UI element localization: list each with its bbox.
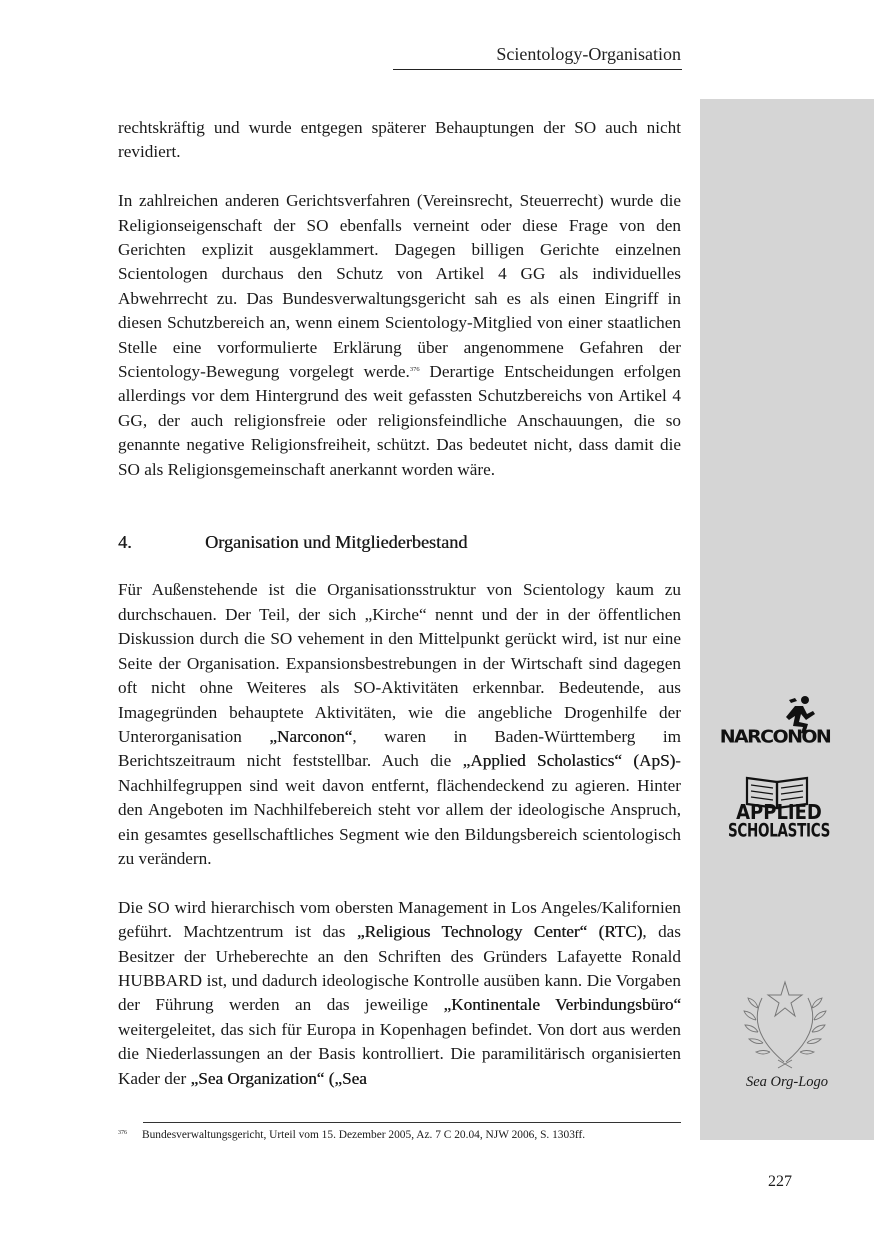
paragraph-1: rechtskräftig und wurde entgegen späterer Behauptungen der SO auch nicht revidiert. — [118, 118, 681, 162]
paragraph-4-part-a: Die SO wird hierarchisch vom obersten Management in Los Angeles/Kalifornien geführt. Machtzentrum ist das — [118, 897, 681, 942]
paragraph-2 — [118, 189, 681, 482]
paragraph-4-part-b: , das Besitzer der Urheberechte an den Schriften des Gründers Lafayette Ronald HUBBARD ist, und dadurch ideologische Kontrolle ausüben kann. Die Vorgaben der Führung werden an das jeweilige — [118, 922, 681, 1015]
sea-organization-term: „Sea Organization“ („Sea — [190, 1068, 367, 1088]
sea-org-caption: Sea Org-Logo — [745, 1074, 829, 1090]
scholastics-wordmark: SCHOLASTICS — [728, 820, 830, 842]
paragraph-3-part-a: Für Außenstehende ist die Organisationsstruktur von Scientology kaum zu durchschauen. Der Teil, der sich „Kirche“ nennt und der in der öffentlichen Diskussion durch die SO vehement in den Mittelpunkt gerückt wird, ist nur eine Seite der Organisation. Expansionsbestrebungen in der Wirtschaft sind dagegen oft nicht ohne Weiteres als SO-Aktivitäten erkennbar. Bedeutende, aus Imagegründen behauptete Aktivitäten, wie die angebliche Drogenhilfe der Unterorganisation — [118, 580, 681, 746]
rtc-term: „Religious Technology Center“ (RTC) — [356, 922, 643, 942]
paragraph-3 — [118, 578, 681, 871]
header-rule — [393, 69, 682, 70]
section-number: 4. — [118, 532, 132, 553]
running-header: Scientology-Organisation — [496, 44, 681, 64]
paragraph-4 — [118, 896, 681, 1091]
applied-scholastics-term: „Applied Scholastics“ (ApS) — [462, 751, 676, 771]
paragraph-2-part-b: Derartige Entscheidungen erfolgen allerdings vor dem Hintergrund des weit gefassten Schutzbereichs von Artikel 4 GG, der auch religionsfreie oder religionsfeindliche Anschauungen, die so genannte negative Religionsfreiheit, schützt. Das bedeutet nicht, dass damit die SO als Religionsgemeinschaft anerkannt worden wäre. — [118, 362, 681, 479]
footnote-rule — [143, 1122, 681, 1123]
narconon-logo — [713, 694, 837, 748]
applied-scholastics-logo — [725, 772, 833, 846]
paragraph-3-part-b: , waren in Baden-Württemberg im Berichtszeitraum nicht feststellbar. Auch die — [118, 726, 681, 771]
section-heading — [118, 530, 681, 554]
footnote-mark: 376 — [118, 1130, 127, 1136]
applied-wordmark: APPLIED — [736, 800, 822, 825]
main-text — [118, 116, 681, 1091]
footnote — [118, 1128, 688, 1143]
narconon-wordmark: NARCONON — [719, 726, 831, 748]
paragraph-2-part-a: In zahlreichen anderen Gerichtsverfahren (Vereinsrecht, Steuerrecht) wurde die Religionseigenschaft der SO ebenfalls verneint oder diese Frage von den Gerichten explizit ausgeklammert. Dagegen billigen Gerichte einzelnen Scientologen durchaus den Schutz von Artikel 4 GG als individuelles Abwehrrecht zu. Das Bundesverwaltungsgericht sah es als einen Eingriff in diesen Schutzbereich an, wenn einem Scientology-Mitglied von einer staatlichen Stelle eine vorformulierte Erklärung über angenommene Gefahren der Scientology-Bewegung vorgelegt werde. — [118, 191, 681, 382]
page-number: 227 — [768, 1173, 792, 1190]
footnote-reference: 376 — [409, 366, 420, 374]
sea-org-wreath-star-icon — [732, 968, 838, 1072]
sea-org-logo — [732, 968, 838, 1072]
paragraph-4-part-c: weitergeleitet, das sich für Europa in Kopenhagen befindet. Von dort aus werden die Niederlassungen an der Basis kontrolliert. Die paramilitärisch organisierten Kader der — [118, 1019, 681, 1088]
footnote-text: Bundesverwaltungsgericht, Urteil vom 15. Dezember 2005, Az. 7 C 20.04, NJW 2006, S. 1303ff. — [142, 1129, 586, 1141]
verbindungsbuero-term: „Kontinentale Verbindungsbüro“ — [443, 995, 681, 1015]
section-title: Organisation und Mitgliederbestand — [205, 532, 468, 553]
paragraph-3-part-c: -Nachhilfegruppen sind weit davon entfernt, flächendeckend zu agieren. Hinter den Angeboten im Nachhilfebereich steht vor allem der ideologische Anspruch, ein gesamtes gesellschaftliches Segment wie den Bildungsbereich scientologisch zu verändern. — [118, 751, 681, 868]
narconon-term: „Narconon“ — [269, 726, 353, 746]
